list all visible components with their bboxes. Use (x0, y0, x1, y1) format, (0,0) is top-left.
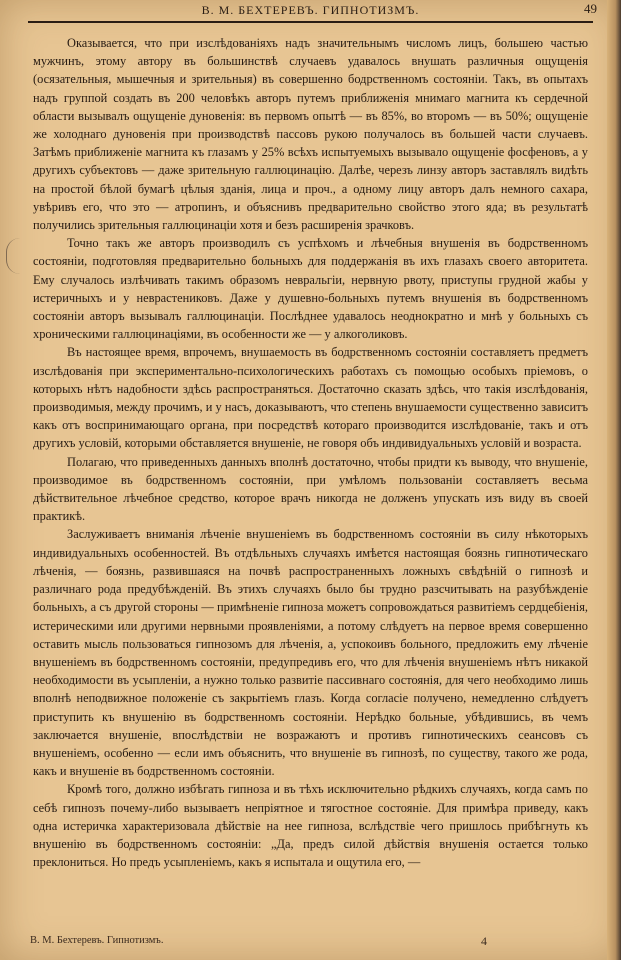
paragraph: Кромѣ того, должно избѣгать гипноза и въ тѣхъ исключительно рѣдкихъ случаяхъ, когда самъ по себѣ гипнозъ почему-либо вызываетъ непріятное и тягостное состояніе. Для примѣра приведу, какъ одна истеричка характеризовала дѣйствіе на нее гипноза, вслѣдствіе чего пришлось прибѣгнуть къ внушенію въ бодрственномъ состояніи: „Да, предъ силой дѣйствія внушенія остается только преклониться. Но предъ усыпленіемъ, какъ я испытала и ощутила его, — (33, 782, 588, 870)
paragraph: Заслуживаетъ вниманія лѣченіе внушеніемъ въ бодрственномъ состояніи въ силу нѣкоторыхъ индивидуальныхъ особенностей. Въ отдѣльныхъ случаяхъ имѣется настоящая боязнь гипнотическаго лѣченія, — боязнь, развившаяся на почвѣ распространенныхъ ложныхъ свѣдѣній о гипнозѣ и различнаго рода предубѣжденій. Въ этихъ случаяхъ было бы трудно разсчитывать на разубѣжденіе больныхъ, а съ другой стороны — примѣненіе гипноза можетъ сопровождаться развитіемъ сердцебіенія, истерическими или другими нервными проявленіями, а потому слѣдуетъ на первое время совершенно оставить мысль пользоваться гипнозомъ для лѣченія, а, успокоивъ больного, предложить ему лѣченіе внушеніемъ въ бодрственномъ состояніи, предупредивъ его, что для лѣченія внушеніемъ нѣтъ никакой необходимости въ усыпленіи, а нужно только развитіе пассивнаго состоянія, для чего необходимо лишь вполнѣ неподвижное положеніе съ закрытіемъ глазъ. Когда согласіе получено, немедленно слѣдуетъ приступить къ внушенію въ бодрственномъ состояніи. Нерѣдко больные, убѣдившись, въ чемъ заключается внушеніе, впослѣдствіи не возражаютъ и противъ гипнотическихъ сеансовъ съ внушеніемъ, особенно — если имъ объяснить, что внушеніе въ гипнозѣ, по существу, такого же рода, какъ и внушеніе въ бодрственномъ состояніи. (33, 527, 588, 779)
paragraph: Въ настоящее время, впрочемъ, внушаемость въ бодрственномъ состояніи составляетъ предметъ изслѣдованія при экспериментально-психологическихъ работахъ съ помощью особыхъ пріемовъ, о которыхъ нѣтъ надобности здѣсь распространяться. Достаточно сказать здѣсь, что такія изслѣдованія, производимыя, между прочимъ, и у насъ, доказываютъ, что степень внушаемости существенно зависитъ какъ отъ воспринимающаго органа, при посредствѣ котораго производится изслѣдованіе, такъ и отъ другихъ условій, которыми обставляется внушеніе, не говоря объ индивидуальныхъ условій и возраста. (33, 345, 588, 451)
paragraph: Полагаю, что приведенныхъ данныхъ вполнѣ достаточно, чтобы придти къ выводу, что внушеніе, производимое въ бодрственномъ состояніи, при умѣломъ пользованіи составляетъ весьма дѣйствительное лѣчебное средство, которое врачъ никогда не долженъ упускать изъ виду въ своей практикѣ. (33, 454, 588, 524)
page-edge-shadow (607, 0, 621, 960)
paragraph: Оказывается, что при изслѣдованіяхъ надъ значительнымъ числомъ лицъ, большею частью мужчинъ, этому автору въ большинствѣ случаевъ удавалось внушать различныя ощущенія (осязательныя, мышечныя и зрительныя) въ совершенно бодрственномъ состояніи. Такъ, въ опытахъ надъ группой создать въ 200 человѣкъ авторъ путемъ приближенія мнимаго магнита къ сердечной области вызывалъ ощущеніе дуновенія: въ первомъ опытѣ — въ 85%, во второмъ — въ 50%; ощущеніе же холоднаго дуновенія при производствѣ пассовъ рукою получалось въ большей части случаевъ. Затѣмъ приближеніе магнита къ глазамъ у 25% всѣхъ испытуемыхъ вызывало ощущеніе фосфеновъ, а у другихъ субъектовъ — даже зрительную галлюцинацію. Далѣе, черезъ линзу авторъ заставлялъ видѣть на простой бѣлой бумагѣ цѣлыя зданія, лица и проч., а одному лицу авторъ далъ немного сахара, увѣривъ его, что это — атропинъ, и объяснивъ предварительно свойство этого яда; въ результатѣ получились зрительныя галлюцинаціи хотя и безъ расширенія зрачковъ. (33, 36, 588, 233)
page-number: 49 (584, 1, 597, 16)
page-header (0, 0, 621, 22)
body-text (33, 34, 588, 871)
paragraph: Точно такъ же авторъ производилъ съ успѣхомъ и лѣчебныя внушенія въ бодрственномъ состояніи, подготовляя предварительно больныхъ для поддержанія въ ихъ глазахъ своего авторитета. Ему случалось излѣчивать такимъ образомъ невральгіи, нервную рвоту, приступы грудной жабы у истеричныхъ и у неврастениковъ. Даже у душевно-больныхъ путемъ внушенія въ бодрственномъ состояніи авторъ вызывалъ галлюцинаціи. Послѣднее удавалось неоднократно и мнѣ у больныхъ съ хроническими галлюцинаціями, въ особенности же — у алкоголиковъ. (33, 236, 588, 342)
printer-signature: В. М. Бехтеревъ. Гипнотизмъ. (30, 935, 164, 946)
signature-number: 4 (481, 934, 487, 948)
margin-pencil-mark (6, 238, 27, 274)
running-title: В. М. БЕХТЕРЕВЪ. ГИПНОТИЗМЪ. (201, 3, 420, 17)
header-rule (28, 21, 593, 23)
